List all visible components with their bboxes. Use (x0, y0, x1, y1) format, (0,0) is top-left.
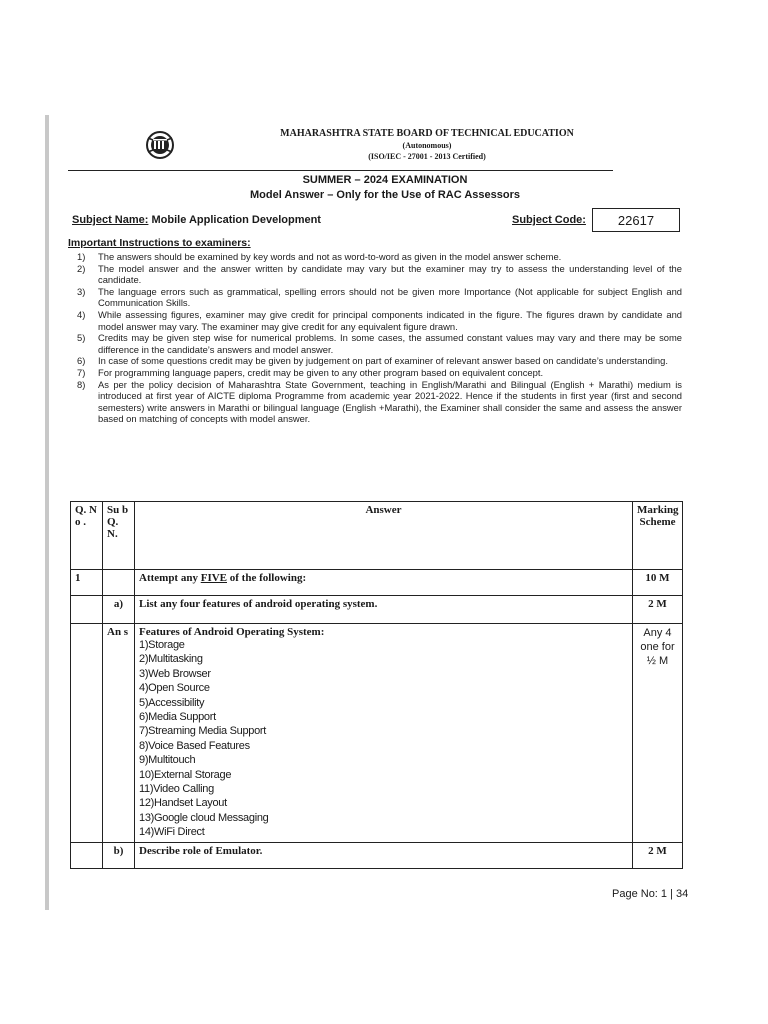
table-row (71, 624, 683, 843)
document-header (145, 126, 615, 168)
subquestion-label: b) (103, 842, 135, 868)
instruction-item: 4) While assessing figures, examiner may give credit for principal components indicated in the figure. The figures drawn by candidate and model answer may vary. The examiner may give credit for any equivalent figure drawn. (77, 308, 682, 332)
question-instruction: Attempt any FIVE of the following: (135, 570, 633, 596)
table-row (71, 842, 683, 868)
instruction-item: 1) The answers should be examined by key words and not as word-to-word as given in the model answer scheme. (77, 251, 562, 262)
answer-heading: Features of Android Operating System: (139, 626, 325, 638)
feature-item: 11)Video Calling (139, 783, 214, 796)
feature-item: 6)Media Support (139, 711, 216, 724)
feature-item: 10)External Storage (139, 768, 232, 781)
feature-item: 2)Multitasking (139, 653, 203, 666)
header-qno: Q. No . (71, 502, 103, 570)
instructions-heading: Important Instructions to examiners: (68, 237, 251, 249)
table-row (71, 596, 683, 624)
answer-label: An s (103, 624, 135, 843)
instruction-item: 3) The language errors such as grammatical, spelling errors should not be given more Importance (Not applicable for subject English and Communication Skills. (77, 285, 682, 309)
exam-title-block (60, 173, 710, 203)
question-number: 1 (71, 570, 103, 596)
page-margin-bar (45, 115, 49, 910)
answer-marks: Any 4 one for ½ M (633, 624, 683, 843)
msbte-logo-icon (145, 130, 175, 160)
instructions-list (70, 251, 682, 425)
table-header-row (71, 502, 683, 570)
exam-subtitle: Model Answer – Only for the Use of RAC Assessors (250, 189, 520, 201)
header-marking: Marking Scheme (633, 502, 683, 570)
question-marks: 10 M (633, 570, 683, 596)
instruction-item: 6) In case of some questions credit may be given by judgement on part of examiner of relevant answer based on candidate’s understanding. (77, 355, 668, 367)
board-name: MAHARASHTRA STATE BOARD OF TECHNICAL EDUCATION (280, 128, 574, 139)
exam-title: SUMMER – 2024 EXAMINATION (302, 174, 468, 186)
instruction-item: 7) For programming language papers, credit may be given to any other program based on equivalent concept. (77, 366, 544, 378)
feature-item: 14)WiFi Direct (139, 826, 205, 839)
feature-item: 7)Streaming Media Support (139, 725, 267, 738)
subquestion-text: Describe role of Emulator. (135, 842, 633, 868)
instruction-item: 8) As per the policy decision of Maharashtra State Government, teaching in English/Marathi and Bilingual (English + Marathi) medium is introduced at first year of AICTE diploma Programme from academic year 2021-2022. Hence if the students in first year (first and second semesters) write answers in Marathi or bilingual language (English +Marathi), the Examiner shall consider the same and assess the answer based on matching of concepts with model answer. (77, 378, 682, 425)
feature-item: 8)Voice Based Features (139, 739, 250, 752)
feature-item: 12)Handset Layout (139, 797, 227, 810)
page-number: Page No: 1 | 34 (612, 888, 689, 900)
autonomous-label: (Autonomous) (402, 141, 452, 150)
feature-item: 13)Google cloud Messaging (139, 811, 269, 824)
subquestion-text: List any four features of android operating system. (135, 596, 633, 624)
subquestion-marks: 2 M (633, 596, 683, 624)
feature-item: 4)Open Source (139, 682, 210, 695)
subject-name-value: Mobile Application Development (148, 214, 321, 226)
header-divider (68, 170, 613, 171)
table-row (71, 570, 683, 596)
instruction-item: 5) Credits may be given step wise for numerical problems. In some cases, the assumed constant values may vary and there may be some difference in the candidate’s answers and model answer. (77, 332, 682, 355)
answer-table (70, 501, 683, 869)
header-answer: Answer (135, 502, 633, 570)
instruction-item: 2) The model answer and the answer written by candidate may vary but the examiner may try to assess the understanding level of the candidate. (77, 262, 682, 286)
subject-code-label: Subject Code: (512, 214, 586, 226)
feature-item: 9)Multitouch (139, 754, 196, 767)
subquestion-marks: 2 M (633, 842, 683, 868)
feature-item: 1)Storage (139, 639, 185, 651)
board-title-block (237, 128, 617, 162)
subject-name-label: Subject Name: (72, 214, 149, 226)
feature-item: 5)Accessibility (139, 696, 205, 709)
feature-item: 3)Web Browser (139, 667, 211, 680)
answer-content (135, 624, 633, 843)
subquestion-label: a) (103, 596, 135, 624)
certification-label: (ISO/IEC - 27001 - 2013 Certified) (368, 152, 486, 161)
subject-code-value: 22617 (592, 208, 680, 232)
subject-name (72, 214, 321, 226)
header-subq: Su b Q. N. (103, 502, 135, 570)
